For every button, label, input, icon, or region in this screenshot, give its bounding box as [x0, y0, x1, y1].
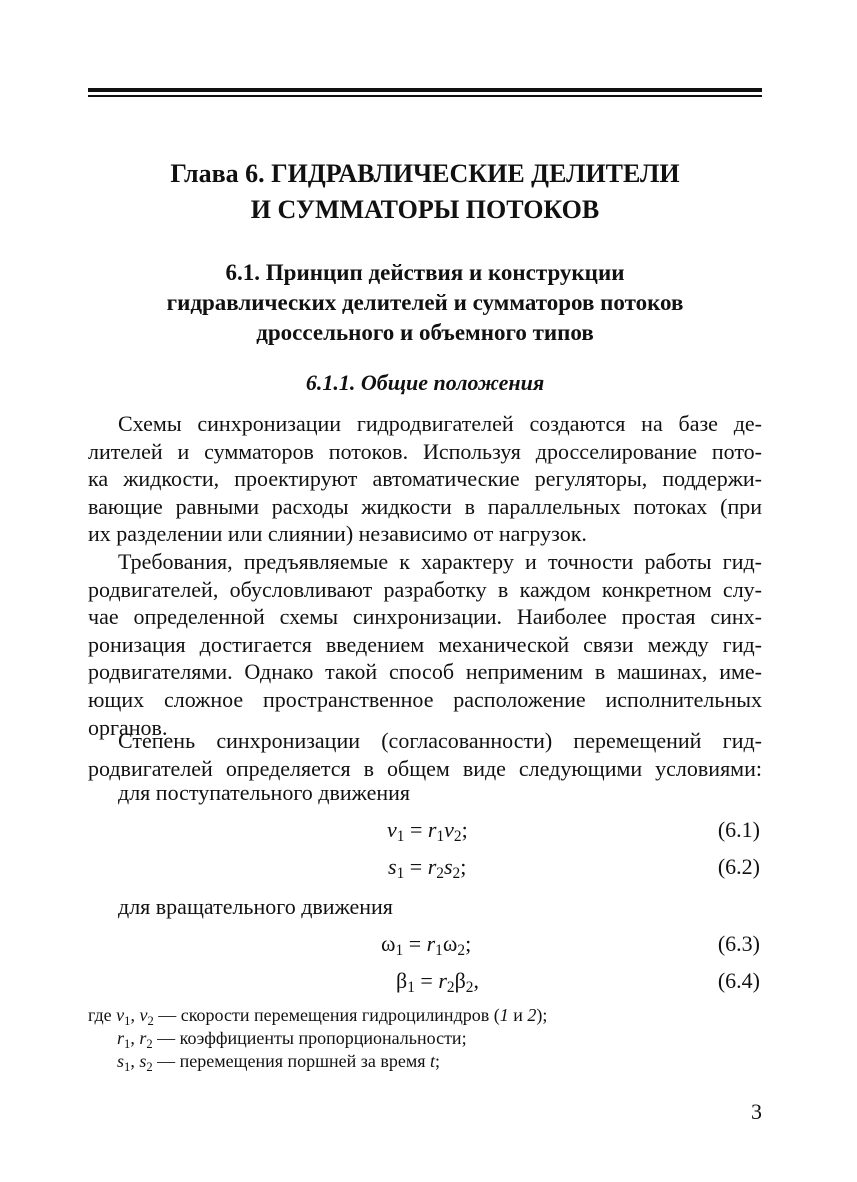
section-title	[88, 258, 762, 348]
equation-6-4	[88, 966, 762, 996]
text-line: лителей и сумматоров потоков. Используя дросселирование пото-	[88, 438, 762, 464]
text-line: органов.	[88, 714, 168, 740]
equation-6-2	[88, 852, 762, 882]
equation-6-1	[88, 815, 762, 845]
definition-velocities: где $v_1$, $v_2$ — скорости перемещения гидроцилиндров (1 и 2);	[88, 1005, 548, 1028]
equation-6-3	[88, 929, 762, 959]
paragraph-3	[88, 727, 762, 782]
variable-definitions	[88, 1004, 762, 1073]
text-line: родвигателей, обусловливают разработку в каждом конкретном слу-	[88, 576, 762, 602]
text-line: чае определенной схемы синхронизации. Наиболее простая синх-	[88, 604, 762, 630]
chapter-title-line: И СУММАТОРЫ ПОТОКОВ	[250, 195, 600, 224]
definition-displacements: $s_1$, $s_2$ — перемещения поршней за время t;	[117, 1051, 441, 1074]
text-line: вающие равными расходы жидкости в параллельных потоках (при	[88, 493, 762, 519]
text-line: родвигателями. Однако такой способ неприменим в машинах, име-	[88, 659, 762, 685]
definition-coefficients: $r_1$, $r_2$ — коэффициенты пропорциональности;	[117, 1028, 467, 1051]
section-title-line: дроссельного и объемного типов	[256, 320, 594, 345]
header-rule-thick	[88, 88, 762, 92]
text-line: ющих сложное пространственное расположение исполнительных	[88, 686, 762, 712]
equation-number: (6.2)	[717, 854, 760, 879]
header-rule-thin	[88, 95, 762, 97]
text-line: родвигателей определяется в общем виде следующими условиями:	[88, 755, 762, 781]
text-line: Степень синхронизации (согласованности) перемещений гид-	[118, 728, 762, 753]
equation-formula: $s_1 = r_2s_2$;	[388, 854, 467, 882]
paragraph-1	[88, 410, 762, 548]
equation-number: (6.4)	[717, 968, 760, 993]
equation-formula: $\beta_1 = r_2\beta_2$,	[396, 968, 479, 996]
lead-translational: для поступательного движения	[118, 780, 411, 805]
chapter-title	[88, 156, 762, 228]
text-line: Схемы синхронизации гидродвигателей создаются на базе де-	[118, 411, 762, 436]
section-title-line: гидравлических делителей и сумматоров потоков	[166, 290, 684, 315]
equation-formula: $\omega_1 = r_1\omega_2$;	[381, 931, 472, 959]
section-title-line: 6.1. Принцип действия и конструкции	[225, 260, 625, 285]
equation-formula: $v_1 = r_1v_2$;	[387, 817, 468, 845]
paragraph-2	[88, 548, 762, 741]
text-line: ронизация достигается введением механической связи между гид-	[88, 631, 762, 657]
text-line: их разделении или слиянии) независимо от нагрузок.	[88, 521, 587, 547]
page-number: 3	[751, 1099, 762, 1124]
equation-number: (6.1)	[717, 817, 760, 842]
text-line: Требования, предъявляемые к характеру и точности работы гид-	[118, 549, 762, 574]
subsection-title: 6.1.1. Общие положения	[305, 370, 545, 395]
equation-number: (6.3)	[717, 931, 760, 956]
chapter-title-line: Глава 6. ГИДРАВЛИЧЕСКИЕ ДЕЛИТЕЛИ	[170, 159, 680, 188]
text-line: ка жидкости, проектируют автоматические регуляторы, поддержи-	[88, 466, 762, 492]
lead-rotational: для вращательного движения	[118, 894, 393, 919]
